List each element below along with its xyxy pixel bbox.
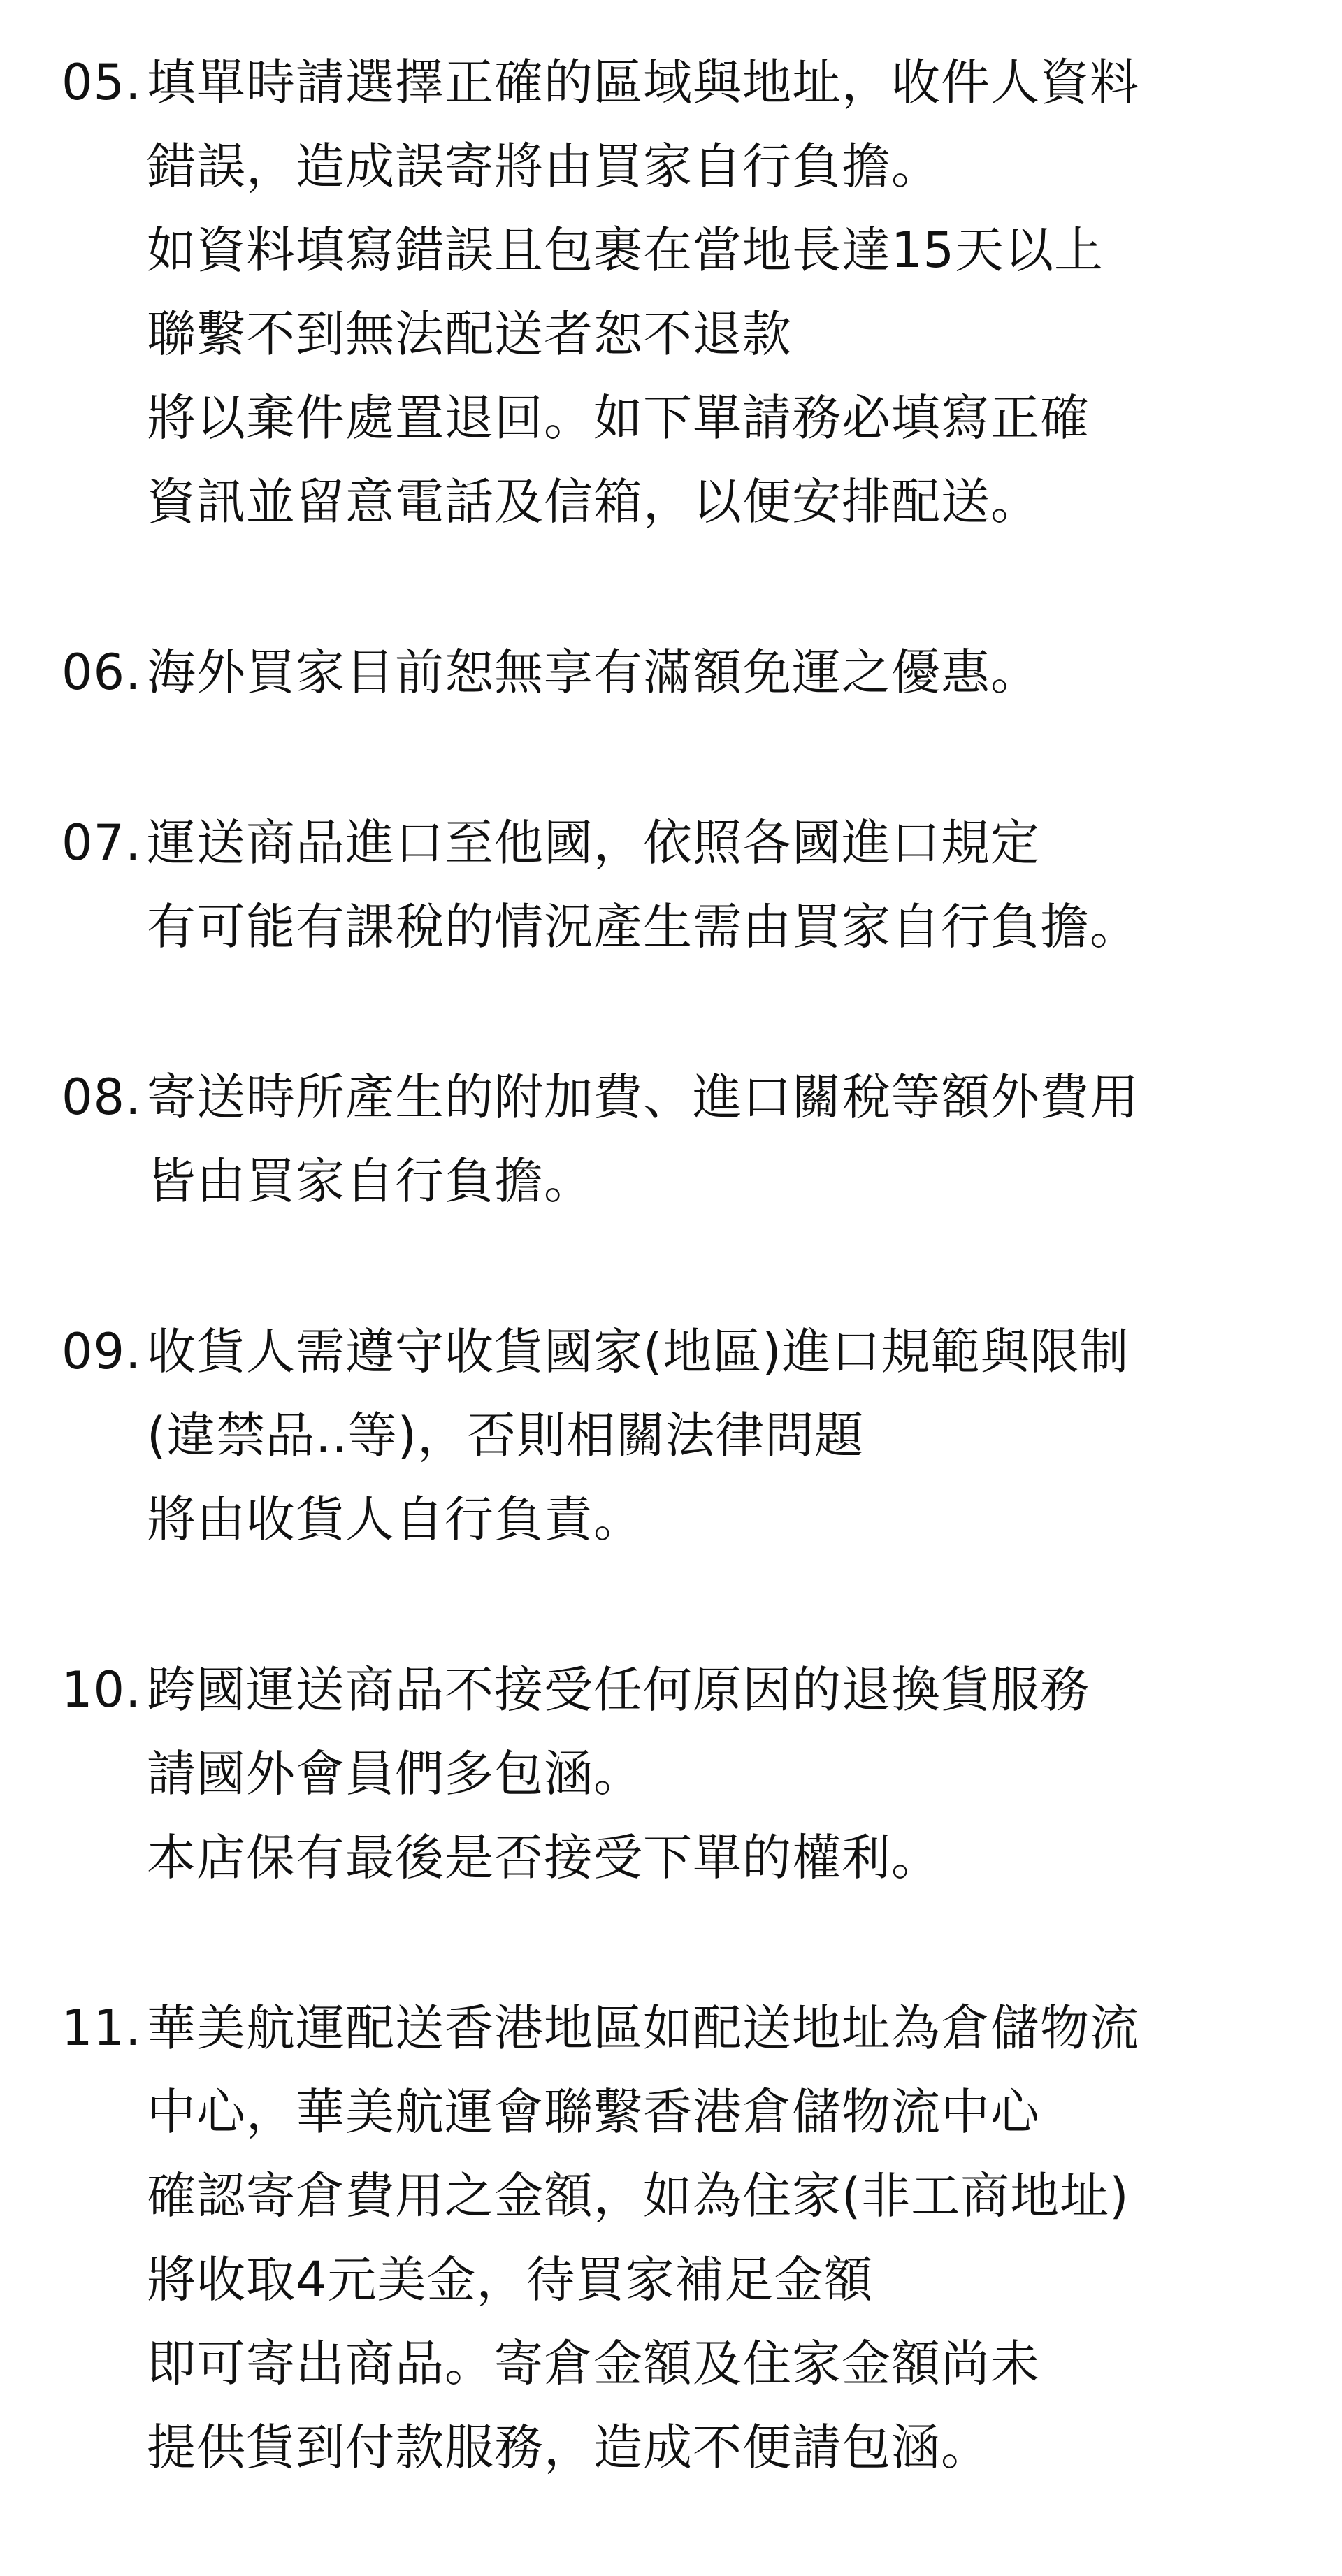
notice-text: 華美航運配送香港地區如配送地址為倉儲物流 xyxy=(147,1999,1139,2057)
notice-text: 填單時請選擇正確的區域與地址，收件人資料 xyxy=(147,54,1139,111)
notice-item xyxy=(62,630,1320,714)
notice-line xyxy=(62,1310,1320,1394)
notice-line xyxy=(62,2070,1320,2154)
notice-line xyxy=(62,885,1320,969)
notice-text: 寄送時所產生的附加費、進口關稅等額外費用 xyxy=(147,1069,1139,1126)
notice-text: 即可寄出商品。寄倉金額及住家金額尚未 xyxy=(147,2335,1040,2392)
notice-number: 10. xyxy=(62,1661,142,1718)
notice-line xyxy=(62,1477,1320,1561)
notice-text: 中心，華美航運會聯繫香港倉儲物流中心 xyxy=(147,2083,1040,2141)
notice-number: 07. xyxy=(62,814,142,871)
notice-text: 將以棄件處置退回。如下單請務必填寫正確 xyxy=(147,389,1090,447)
notice-list xyxy=(62,41,1320,2576)
notice-line xyxy=(62,292,1320,376)
notice-item xyxy=(62,1055,1320,1223)
notice-line xyxy=(62,2154,1320,2238)
notice-line xyxy=(62,208,1320,292)
notice-line xyxy=(62,801,1320,885)
notice-item xyxy=(62,1648,1320,1900)
notice-line xyxy=(62,376,1320,460)
notice-line xyxy=(62,1139,1320,1223)
notice-item xyxy=(62,801,1320,969)
notice-line xyxy=(62,2322,1320,2405)
notice-line xyxy=(62,1055,1320,1139)
notice-text: 本店保有最後是否接受下單的權利。 xyxy=(147,1829,941,1886)
notice-text: 海外買家目前恕無享有滿額免運之優惠。 xyxy=(147,644,1040,701)
notice-line xyxy=(62,1986,1320,2070)
notice-text: 皆由買家自行負擔。 xyxy=(147,1152,593,1210)
notice-text: 將收取4元美金，待買家補足金額 xyxy=(147,2251,874,2308)
notice-line xyxy=(62,1648,1320,1732)
notice-text: 運送商品進口至他國，依照各國進口規定 xyxy=(147,814,1040,871)
notice-text: 提供貨到付款服務，造成不便請包涵。 xyxy=(147,2419,990,2476)
notice-text: 將由收貨人自行負責。 xyxy=(147,1491,643,1548)
notice-line xyxy=(62,1394,1320,1477)
notice-number: 05. xyxy=(62,54,142,111)
notice-line xyxy=(62,630,1320,714)
notice-line xyxy=(62,2238,1320,2322)
notice-text: 跨國運送商品不接受任何原因的退換貨服務 xyxy=(147,1661,1090,1718)
notice-line xyxy=(62,1816,1320,1900)
notice-text: 聯繫不到無法配送者恕不退款 xyxy=(147,305,792,363)
notice-number: 06. xyxy=(62,644,142,701)
notice-text: 確認寄倉費用之金額，如為住家(非工商地址) xyxy=(147,2167,1130,2224)
notice-item xyxy=(62,1986,1320,2489)
notice-line xyxy=(62,460,1320,544)
notice-text: 有可能有課稅的情況產生需由買家自行負擔。 xyxy=(147,898,1139,955)
notice-text: 資訊並留意電話及信箱，以便安排配送。 xyxy=(147,473,1040,530)
notice-text: 如資料填寫錯誤且包裹在當地長達15天以上 xyxy=(147,222,1104,279)
notice-line xyxy=(62,124,1320,208)
notice-line xyxy=(62,2405,1320,2489)
notice-line xyxy=(62,1732,1320,1816)
notice-item xyxy=(62,1310,1320,1561)
notice-text: 請國外會員們多包涵。 xyxy=(147,1745,643,1802)
notice-number: 09. xyxy=(62,1323,142,1380)
notice-item xyxy=(62,41,1320,544)
notice-line xyxy=(62,41,1320,124)
notice-number: 08. xyxy=(62,1069,142,1126)
notice-text: (違禁品..等)，否則相關法律問題 xyxy=(147,1407,865,1464)
notice-text: 收貨人需遵守收貨國家(地區)進口規範與限制 xyxy=(147,1323,1130,1380)
notice-number: 11. xyxy=(62,1999,142,2057)
notice-text: 錯誤，造成誤寄將由買家自行負擔。 xyxy=(147,138,941,195)
